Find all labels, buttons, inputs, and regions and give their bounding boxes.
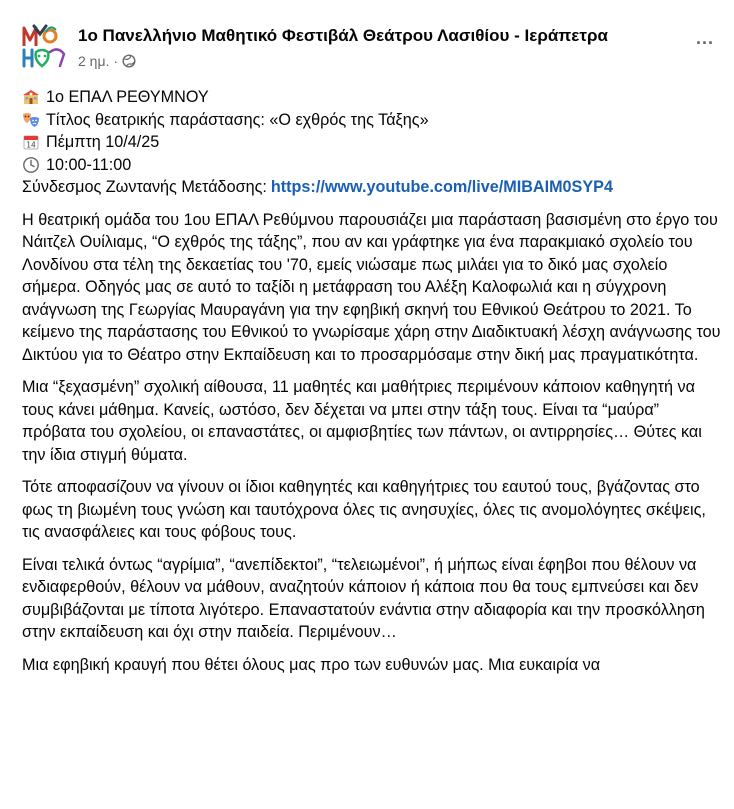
- post-paragraph-2: Μια “ξεχασμένη” σχολική αίθουσα, 11 μαθητές και μαθήτριες περιμένουν κάποιον καθηγητή να τους κάνει μάθημα. Κανείς, ωστόσο, δεν δέχεται να μπει στην τάξη τους. Είναι τα “μαύρα” πρόβατα του σχολείου, οι επαναστάτες, οι αμφισβητίες των πάντων, οι αντιρρησίες… Θύτες και την ίδια στιγμή θύματα.: [22, 378, 702, 464]
- theater-masks-icon: [22, 111, 40, 129]
- post-content: [22, 86, 722, 676]
- festival-logo-icon: [20, 22, 68, 70]
- school-name: 1ο ΕΠΑΛ ΡΕΘΥΜΝΟΥ: [46, 88, 209, 106]
- meta-separator: ·: [113, 53, 119, 69]
- post-paragraph-3: Τότε αποφασίζουν να γίνουν οι ίδιοι καθηγητές και καθηγήτριες του εαυτού τους, βγάζοντας στο φως τη βιωμένη τους γνώση και ταυτόχρονα όλες τις ανησυχίες, όλες τις ανομολόγητες σκέψεις, τις ανασφάλειες και τους φόβους τους.: [22, 478, 706, 541]
- stream-label: Σύνδεσμος Ζωντανής Μετάδοσης:: [22, 178, 267, 196]
- post-meta: [78, 53, 136, 69]
- info-stream: [22, 176, 722, 199]
- post-time[interactable]: 2 ημ.: [78, 53, 110, 69]
- event-date: Πέμπτη 10/4/25: [46, 133, 160, 151]
- post-paragraph-4: Είναι τελικά όντως “αγρίμια”, “ανεπίδεκτοι”, “τελειωμένοι”, ή μήπως είναι έφηβοι που θέλουν να ενδιαφερθούν, θέλουν να μάθουν, αναζητούν κάποιον ή κάποια που θα τους εμπνεύσει και δεν συμβιβάζονται με τίποτα λιγότερο. Επαναστατούν ενάντια στην αδιαφορία και την προσκόλληση στην εκπαίδευση και όχι στην παιδεία. Περιμένουν…: [22, 555, 705, 641]
- calendar-day: 14: [26, 140, 36, 150]
- page-avatar[interactable]: [20, 22, 68, 70]
- post-header: [20, 18, 720, 74]
- event-time: 10:00-11:00: [46, 155, 132, 174]
- info-title: [22, 109, 722, 132]
- clock-icon: [22, 156, 40, 174]
- play-title: Τίτλος θεατρικής παράστασης: «Ο εχθρός της Τάξης»: [46, 110, 429, 129]
- info-school: [22, 86, 722, 109]
- info-time: [22, 154, 722, 177]
- globe-icon: [122, 54, 136, 68]
- stream-link[interactable]: https://www.youtube.com/live/MIBAIM0SYP4: [270, 178, 613, 196]
- school-building-icon: [22, 88, 40, 106]
- post-paragraph-1: Η θεατρική ομάδα του 1ου ΕΠΑΛ Ρεθύμνου παρουσιάζει μια παράσταση βασισμένη στο έργο του Νάιτζελ Ουίλιαμς, “Ο εχθρός της τάξης”, που αν και γράφτηκε για ένα παρακμιακό σχολείο του Λονδίνου στα τέλη της δεκαετίας του '70, εμείς νιώσαμε πως μιλάει για το δικό μας σχολείο σήμερα. Οδηγός μας σε αυτό το ταξίδι η μετάφραση του Αλέξη Καλοφωλιά και η σύγχρονη ανάγνωση της Γεωργίας Μαυραγάνη για την εφηβική σκηνή του Εθνικού Θεάτρου το 2021. Το κείμενο της παράστασης του Εθνικού το γνωρίσαμε χάρη στην Διαδικτυακή λέσχη ανάγνωσης του Δικτύου για το Θέατρο στην Εκπαίδευση και το προσαρμόσαμε στην δική μας πραγματικότητα.: [22, 210, 721, 364]
- page-name[interactable]: 1ο Πανελλήνιο Μαθητικό Φεστιβάλ Θεάτρου Λασιθίου - Ιεράπετρα: [78, 26, 608, 45]
- info-date: [22, 131, 722, 154]
- calendar-icon: [22, 133, 40, 151]
- more-options-button[interactable]: ...: [695, 28, 714, 48]
- post-paragraph-5: Μια εφηβική κραυγή που θέτει όλους μας προ των ευθυνών μας. Μια ευκαιρία να: [22, 655, 601, 674]
